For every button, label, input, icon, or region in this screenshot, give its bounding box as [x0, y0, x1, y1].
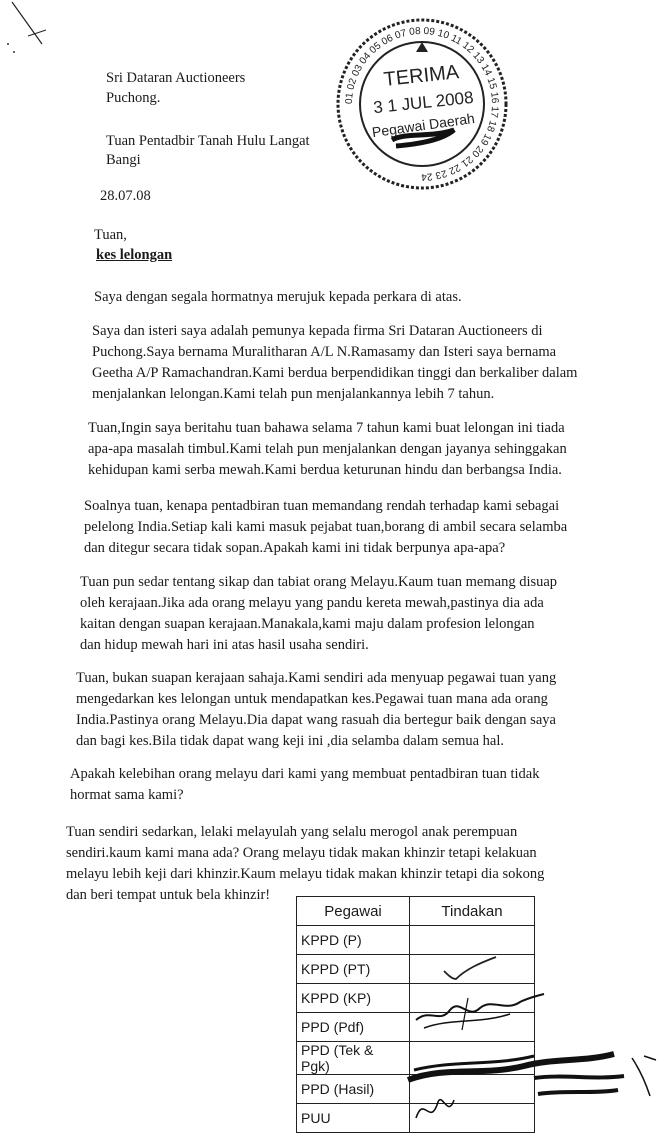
scan-corner-mark — [0, 0, 60, 60]
stamp-date: 3 1 JUL 2008 — [372, 87, 475, 118]
sender-place: Puchong. — [106, 90, 161, 106]
officer-cell: PPD (Hasil) — [297, 1075, 410, 1104]
sender-name: Sri Dataran Auctioneers — [106, 70, 246, 86]
stamp-office: Pegawai Daerah — [370, 109, 476, 141]
officer-cell: KPPD (KP) — [297, 984, 410, 1013]
paragraph-line: Tuan, bukan suapan kerajaan sahaja.Kami sendiri ada menyuap pegawai tuan yang — [76, 670, 557, 686]
table-row — [297, 926, 535, 955]
checkmark-icon — [440, 955, 500, 983]
table-row — [297, 955, 535, 984]
signature-initials — [410, 1088, 460, 1130]
recipient-name: Tuan Pentadbir Tanah Hulu Langat — [106, 133, 310, 149]
paragraph-line: Tuan pun sedar tentang sikap dan tabiat orang Melayu.Kaum tuan memang disuap — [80, 574, 558, 590]
paragraph-8 — [66, 822, 544, 906]
paragraph-1 — [94, 286, 462, 308]
paragraph-line: kaitan dengan suapan kerajaan.Manakala,kami maju dalam profesion lelongan — [80, 616, 535, 632]
paragraph-line: dan ditegur secara tidak sopan.Apakah kami ini tidak berpunya apa-apa? — [84, 540, 506, 556]
paragraph-line: India.Pastinya orang Melayu.Dia dapat wang rasuah dia bertegur baik dengan saya — [76, 712, 556, 728]
paragraph-line: Saya dengan segala hormatnya merujuk kepada perkara di atas. — [94, 289, 462, 305]
paragraph-4 — [84, 496, 567, 559]
officer-cell: PPD (Pdf) — [297, 1013, 410, 1042]
stamp-ring-numbers: 01 02 03 04 05 06 07 08 09 10 11 12 13 14 15 16 17 18 19 20 21 22 23 24 — [343, 25, 501, 183]
paragraph-line: dan bagi kes.Bila tidak dapat wang keji ini ,dia selamba dalam semua hal. — [76, 733, 505, 749]
paragraph-3 — [88, 418, 567, 481]
paragraph-line: dan hidup mewah hari ini atas hasil usaha sendiri. — [80, 637, 369, 653]
paragraph-line: oleh kerajaan.Jika ada orang melayu yang pandu kereta mewah,pastinya dia ada — [80, 595, 544, 611]
received-stamp — [334, 16, 510, 192]
paragraph-line: Apakah kelebihan orang melayu dari kami yang membuat pentadbiran tuan tidak — [70, 766, 540, 782]
paragraph-line: Soalnya tuan, kenapa pentadbiran tuan memandang rendah terhadap kami sebagai — [84, 498, 560, 514]
table-header-row — [297, 897, 535, 926]
header-tindakan: Tindakan — [410, 897, 535, 926]
action-cell — [410, 926, 535, 955]
paragraph-line: pelelong India.Setiap kali kami masuk pejabat tuan,borang di ambil secara selamba — [84, 519, 568, 535]
paragraph-line: Tuan,Ingin saya beritahu tuan bahawa selama 7 tahun kami buat lelongan ini tiada — [88, 420, 565, 436]
paragraph-line: melayu lebih keji dari khinzir.Kaum melayu tidak makan khinzir tetapi dia sokong — [66, 866, 545, 882]
action-cell — [410, 955, 535, 984]
paragraph-line: mengedarkan kes lelongan untuk mendapatkan kes.Pegawai tuan mana ada orang — [76, 691, 548, 707]
stamp-label: TERIMA — [382, 61, 461, 91]
paragraph-line: Puchong.Saya bernama Muralitharan A/L N.Ramasamy dan Isteri saya bernama — [92, 344, 557, 360]
paragraph-line: apa-apa masalah timbul.Kami telah pun menjalankan dengan jayanya sehinggakan — [88, 441, 567, 457]
paragraph-line: Geetha A/P Ramachandran.Kami berdua berpendidikan tinggi dan berkaliber dalam — [92, 365, 578, 381]
paragraph-line: dan beri tempat untuk bela khinzir! — [66, 887, 271, 903]
officer-cell: KPPD (PT) — [297, 955, 410, 984]
paragraph-5 — [80, 572, 557, 656]
paragraph-line: Tuan sendiri sedarkan, lelaki melayulah yang selalu merogol anak perempuan — [66, 824, 518, 840]
paragraph-line: hormat sama kami? — [70, 787, 184, 803]
paragraph-line: Saya dan isteri saya adalah pemunya kepada firma Sri Dataran Auctioneers di — [92, 323, 543, 339]
stamp-triangle-icon — [416, 42, 428, 52]
paragraph-line: sendiri.kaum kami mana ada? Orang melayu tidak makan khinzir tetapi kelakuan — [66, 845, 537, 861]
subject-line: kes lelongan — [96, 247, 173, 263]
signature-scribble — [410, 990, 550, 1034]
paragraph-line: menjalankan lelongan.Kami telah pun menjalankannya lebih 7 tahun. — [92, 386, 495, 402]
paragraph-6 — [76, 668, 556, 752]
header-pegawai: Pegawai — [297, 897, 410, 926]
officer-cell: KPPD (P) — [297, 926, 410, 955]
recipient-place: Bangi — [106, 152, 141, 168]
officer-cell: PPD (Tek & Pgk) — [297, 1042, 410, 1075]
officer-cell: PUU — [297, 1104, 410, 1133]
letter-date: 28.07.08 — [100, 188, 151, 204]
paragraph-line: kehidupan kami serba mewah.Kami berdua keturunan hindu dan berbangsa India. — [88, 462, 562, 478]
paragraph-7 — [70, 764, 539, 806]
salutation: Tuan, — [94, 227, 127, 243]
paragraph-2 — [92, 321, 577, 405]
